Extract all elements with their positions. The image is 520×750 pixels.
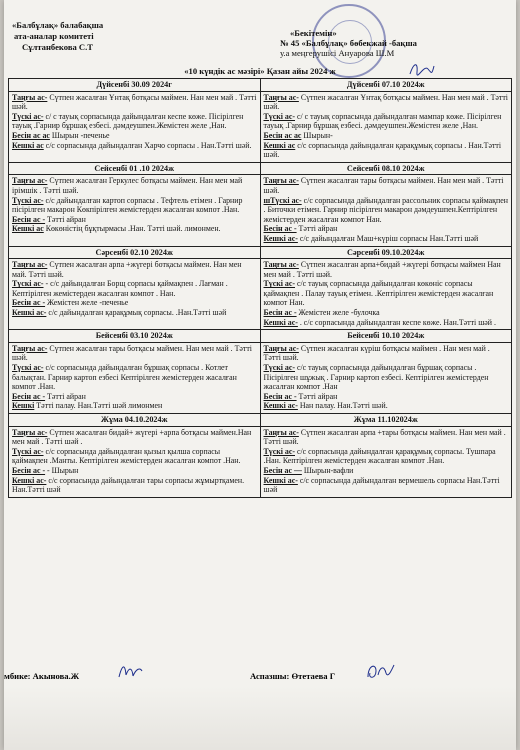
lunch-line xyxy=(12,363,257,392)
breakfast-label: Таңғы ас- xyxy=(263,427,299,437)
dinner-line xyxy=(264,318,509,328)
day-menu-row xyxy=(9,175,512,246)
document-footer xyxy=(4,669,516,685)
breakfast-label: Таңғы ас- xyxy=(263,92,299,102)
lunch-label: Түскі ас- xyxy=(263,446,295,456)
dinner-text: с/с дайындалған қарақұмық сорпасы. .Нан.Тәтті шәй xyxy=(46,308,227,318)
dinner-line xyxy=(264,234,509,244)
snack-label: Бесін ас ас xyxy=(12,130,50,140)
lunch-line xyxy=(12,279,257,298)
dinner-text: Көкөністің бұқтырмасы .Нан. Тәтті шәй. лимонмен. xyxy=(43,224,221,234)
approval-label: «Бекітемін» xyxy=(290,28,337,38)
breakfast-line xyxy=(12,176,257,195)
day-menu-cell xyxy=(9,175,261,246)
page-bottom xyxy=(4,686,516,750)
lunch-text: с/с тауық сорпасында дайындалған бұршақ сорпасы . Пісірілген шұжық . Гарнир картоп езбесі. Кептірілген жемістерден жасалған компот .Нан xyxy=(263,363,489,392)
committee-member: Сұлтанбекова С.Т xyxy=(22,42,93,52)
lunch-text: с/с тауық сорпасында дайындалған көкөніс сорпасы қаймақпен . Палау тауық етімен. .Кептірілген жемістерден жасалған компот Нан. xyxy=(263,279,494,308)
day-header-row xyxy=(9,162,512,175)
breakfast-line xyxy=(264,428,509,447)
dinner-text: с/с сорпасында дайындалған вермешель сорпасы Нан.Тәтті шәй xyxy=(263,475,500,495)
day-header: Сәрсенбі 02.10 2024ж xyxy=(9,246,261,259)
lunch-text: с/ с тауық сорпасында дайындалған кеспе көже. Пісірілген тауық .Гарнир бұршақ езбесі. дәмдеушпен.Жемістен желе ,Нан. xyxy=(12,111,244,131)
lunch-line xyxy=(264,363,509,392)
snack-text: Тәтті айран xyxy=(45,391,86,401)
dinner-label: Кешкі ас xyxy=(263,140,296,150)
dinner-line xyxy=(264,401,509,411)
dinner-line xyxy=(264,476,509,495)
lunch-line xyxy=(264,279,509,308)
day-menu-cell xyxy=(260,175,512,246)
breakfast-text: Сүтпен жасалған арпа+бидай +жүгері ботқасы маймен Нан мен май . Тәтті шәй. xyxy=(263,260,501,279)
dinner-label: Кешкі ас- xyxy=(12,475,47,485)
snack-line xyxy=(264,131,509,141)
day-menu-cell xyxy=(260,259,512,330)
snack-line xyxy=(264,392,509,402)
day-header: Жұма 11.102024ж xyxy=(260,414,512,427)
dinner-text: с/с сорпасында дайындалған тары сорпасы жұмыртқамен. Нан.Тәтті шәй xyxy=(12,475,245,495)
breakfast-text: Сүтпен жасалған арпа +жүгері ботқасы маймен. Нан мен май. Тәтті шәй. xyxy=(12,260,242,279)
day-header-row xyxy=(9,414,512,427)
breakfast-label: Таңғы ас- xyxy=(263,176,299,186)
breakfast-line xyxy=(12,93,257,112)
dinner-label: Кешкі ас- xyxy=(12,308,47,318)
snack-line xyxy=(12,392,257,402)
day-header-row xyxy=(9,246,512,259)
day-menu-row xyxy=(9,91,512,162)
day-header: Сейсенбі 01 .10 2024ж xyxy=(9,162,261,175)
day-header: Дүйсенбі 30.09 2024г xyxy=(9,79,261,92)
lunch-text: с/ с тауық сорпасында дайындалған мампар көже. Пісірілген тауық .Гарнир бұршақ езбесі. дәмдеушпен.Жемістен желе ,Нан. xyxy=(263,111,502,131)
snack-label: Бесін ас - xyxy=(263,391,297,401)
approval-block xyxy=(280,28,417,58)
snack-line xyxy=(264,224,509,234)
snack-line xyxy=(12,466,257,476)
lunch-text: с/с сорпасында дайындалған қарақұмық сорпасы. Тушпара .Нан. Кептірілген жемістерден жасалған компот .Нан. xyxy=(263,446,496,466)
dinner-label: Кешкі ас xyxy=(12,224,44,234)
breakfast-line xyxy=(264,93,509,112)
day-menu-cell xyxy=(9,91,261,162)
breakfast-line xyxy=(12,428,257,447)
day-header-row xyxy=(9,330,512,343)
day-menu-row xyxy=(9,342,512,413)
day-header: Сейсенбі 08.10 2024ж xyxy=(260,162,512,175)
lunch-text: с/с сорпасында дайындалған қызыл қылша сорпасы қаймақпен .Манты. Кептірілген жемістерден жасалған компот .Нан. xyxy=(12,446,241,466)
snack-label: Бесін ас - xyxy=(263,224,297,234)
snack-text: Шырын -печенье xyxy=(49,130,110,140)
dinner-line xyxy=(12,141,257,151)
breakfast-label: Таңғы ас- xyxy=(12,92,48,102)
lunch-label: Түскі ас- xyxy=(12,446,44,456)
breakfast-line xyxy=(264,176,509,195)
breakfast-label: Таңғы ас- xyxy=(12,427,48,437)
dinner-label: Кешкі ас xyxy=(12,140,44,150)
snack-text: Шырын-вафли xyxy=(301,465,354,475)
lunch-text: с/с сорпасында дайындалған бұршақ сорпасы . Котлет балықтан. Гарнир картоп езбесі Кептірілген жемістерден жасалған компот .Нан. xyxy=(12,363,237,392)
dinner-text: с/с сорпасында дайындалған қарақұмық сорпасы . Нан.Тәтті шәй. xyxy=(263,140,502,160)
day-menu-row xyxy=(9,426,512,497)
snack-text: - Шырын xyxy=(45,465,79,475)
lunch-label: Түскі ас- xyxy=(12,279,44,289)
snack-label: Бесін ас - xyxy=(12,214,46,224)
snack-text: Тәтті айран xyxy=(296,224,338,234)
day-header: Дүйсенбі 07.10 2024ж xyxy=(260,79,512,92)
breakfast-label: Таңғы ас- xyxy=(12,260,48,270)
day-menu-cell xyxy=(9,259,261,330)
day-header: Бейсенбі 03.10 2024ж xyxy=(9,330,261,343)
cook-signature xyxy=(364,661,396,683)
snack-text: Тәтті айран xyxy=(45,214,86,224)
breakfast-text: Сүтпен жасалған күріш ботқасы маймен . Нан мен май . Тәтті шәй. xyxy=(263,343,490,363)
breakfast-text: Сүтпен жасалған тары ботқасы маймен. Нан мен май . Тәтті шәй. xyxy=(12,343,252,363)
breakfast-line xyxy=(12,344,257,363)
day-header: Жұма 04.10.2024ж xyxy=(9,414,261,427)
breakfast-label: Таңғы ас- xyxy=(263,343,299,353)
lunch-text: с/с дайындалған картоп сорпасы . Тефтель етімен . Гарнир пісірілген макарон Көкпірілген жемістерден жасалған компот .Нан. xyxy=(12,195,243,215)
day-menu-cell xyxy=(260,91,512,162)
snack-text: Шырын- xyxy=(301,130,333,140)
breakfast-line xyxy=(264,260,509,279)
snack-line xyxy=(12,131,257,141)
snack-label: Бесін ас — xyxy=(263,465,302,475)
breakfast-line xyxy=(264,344,509,363)
breakfast-text: Сүтпен жасалған бидай+ жүгері +арпа ботқасы маймен.Нан мен май . Тәтті шәй . xyxy=(12,427,252,447)
day-header-row xyxy=(9,79,512,92)
dinner-text: с/с сорпасында дайындалған Харчо сорпасы . Нан.Тәтті шәй. xyxy=(43,140,252,150)
institution-name: № 45 «Балбұлақ» бөбекжай -бақша xyxy=(280,38,417,48)
dinner-line xyxy=(12,401,257,411)
day-menu-cell xyxy=(9,342,261,413)
day-header: Бейсенбі 10.10 2024ж xyxy=(260,330,512,343)
snack-text: Жемістен желе -булочка xyxy=(296,308,380,318)
dinner-label: Кешкі ас- xyxy=(263,233,298,243)
dinner-text: Нан палау. Нан.Тәтті шәй. xyxy=(297,401,388,411)
committee-name: ата-аналар комитеті xyxy=(14,31,94,41)
dinner-text: Тәтті палау. Нан.Тәтті шәй лимонмен xyxy=(34,401,163,411)
snack-label: Бесін ас - xyxy=(12,465,46,475)
snack-label: Бесін ас ас xyxy=(263,130,302,140)
lunch-label: шТүскі ас- xyxy=(263,195,302,205)
lunch-line xyxy=(264,447,509,466)
lunch-label: Түскі ас- xyxy=(12,363,44,373)
snack-label: Бесін ас - xyxy=(12,298,46,308)
lunch-line xyxy=(12,112,257,131)
menu-document xyxy=(4,0,516,750)
lunch-label: Түскі ас- xyxy=(263,111,295,121)
lunch-text: - с/с дайындалған Борщ сорпасы қаймақпен . Лағман . Кептірілген жемістерден жасалған компот . Нан. xyxy=(12,279,228,298)
snack-text: Тәтті айран xyxy=(296,391,338,401)
dinner-line xyxy=(12,476,257,495)
snack-line xyxy=(264,308,509,318)
dinner-label: Кешкі ас- xyxy=(263,317,298,327)
menu-title: «10 күндік ас мәзірі» Қазан айы 2024 ж xyxy=(184,66,336,76)
lunch-line xyxy=(12,196,257,215)
breakfast-text: Сүтпен жасалған Ұнтақ ботқасы маймен. Нан мен май . Тәтті шәй. xyxy=(12,92,257,112)
breakfast-line xyxy=(12,260,257,279)
dinner-label: Кешкі ас- xyxy=(263,401,298,411)
lunch-label: Түскі ас- xyxy=(263,279,295,289)
day-menu-cell xyxy=(260,426,512,497)
nurse-signature xyxy=(116,661,144,681)
lunch-line xyxy=(264,112,509,131)
dinner-text: с/с дайындалған Маш+күріш сорпасы Нан.Тәтті шәй xyxy=(297,233,479,243)
nurse-signoff: мбике: Акынова.Ж xyxy=(4,671,80,681)
dinner-line xyxy=(264,141,509,160)
snack-label: Бесін ас - xyxy=(263,308,297,318)
parent-committee-block xyxy=(12,20,103,53)
snack-line xyxy=(12,215,257,225)
day-header: Сәрсенбі 09.10.2024ж xyxy=(260,246,512,259)
dinner-text: . с/с сорпасында дайындалған кеспе көже. Нан.Тәтті шәй . xyxy=(297,317,496,327)
dinner-label: Кешкі xyxy=(12,401,35,411)
day-menu-cell xyxy=(260,342,512,413)
document-header xyxy=(4,0,516,76)
dinner-label: Кешкі ас- xyxy=(263,475,298,485)
breakfast-label: Таңғы ас- xyxy=(263,260,299,270)
breakfast-label: Таңғы ас- xyxy=(12,176,48,186)
breakfast-text: Сүтпен жасалған Геркулес ботқасы маймен. Нан мен май ірімшік . Тәтті шәй. xyxy=(12,176,243,195)
snack-line xyxy=(12,298,257,308)
snack-line xyxy=(264,466,509,476)
dinner-line xyxy=(12,224,257,234)
lunch-text: с/с сорпасында дайындалған рассольник сорпасы қаймақпен . Биточки етімен. Гарнир пісірілген макарон дәмдеушпен.Кептірілген жемістерден жасалған компот Нан. xyxy=(263,195,508,224)
dinner-line xyxy=(12,308,257,318)
lunch-label: Түскі ас- xyxy=(263,363,295,373)
cook-signoff: Аспазшы: Өтетаева Г xyxy=(250,671,336,681)
breakfast-label: Таңғы ас- xyxy=(12,343,48,353)
breakfast-text: Сүтпен жасалған Ұнтақ ботқасы маймен. Нан мен май . Тәтті шәй. xyxy=(263,92,509,112)
snack-text: Жемістен желе -печенье xyxy=(45,298,129,308)
kindergarten-name: «Балбұлақ» балабақша xyxy=(12,20,104,30)
menu-table xyxy=(8,78,512,498)
snack-label: Бесін ас - xyxy=(12,391,46,401)
director-name: у.а меңгерушісі Ануарова Ш.М xyxy=(280,48,395,58)
breakfast-text: Сүтпен жасалған тары ботқасы маймен. Нан мен май . Тәтті шәй. xyxy=(263,176,504,195)
breakfast-text: Сүтпен жасалған арпа +тары ботқасы маймен. Нан мен май . Тәтті шәй. xyxy=(263,427,506,447)
lunch-line xyxy=(264,196,509,225)
lunch-line xyxy=(12,447,257,466)
lunch-label: Түскі ас- xyxy=(12,111,44,121)
lunch-label: Түскі ас- xyxy=(12,195,44,205)
day-menu-row xyxy=(9,259,512,330)
day-menu-cell xyxy=(9,426,261,497)
